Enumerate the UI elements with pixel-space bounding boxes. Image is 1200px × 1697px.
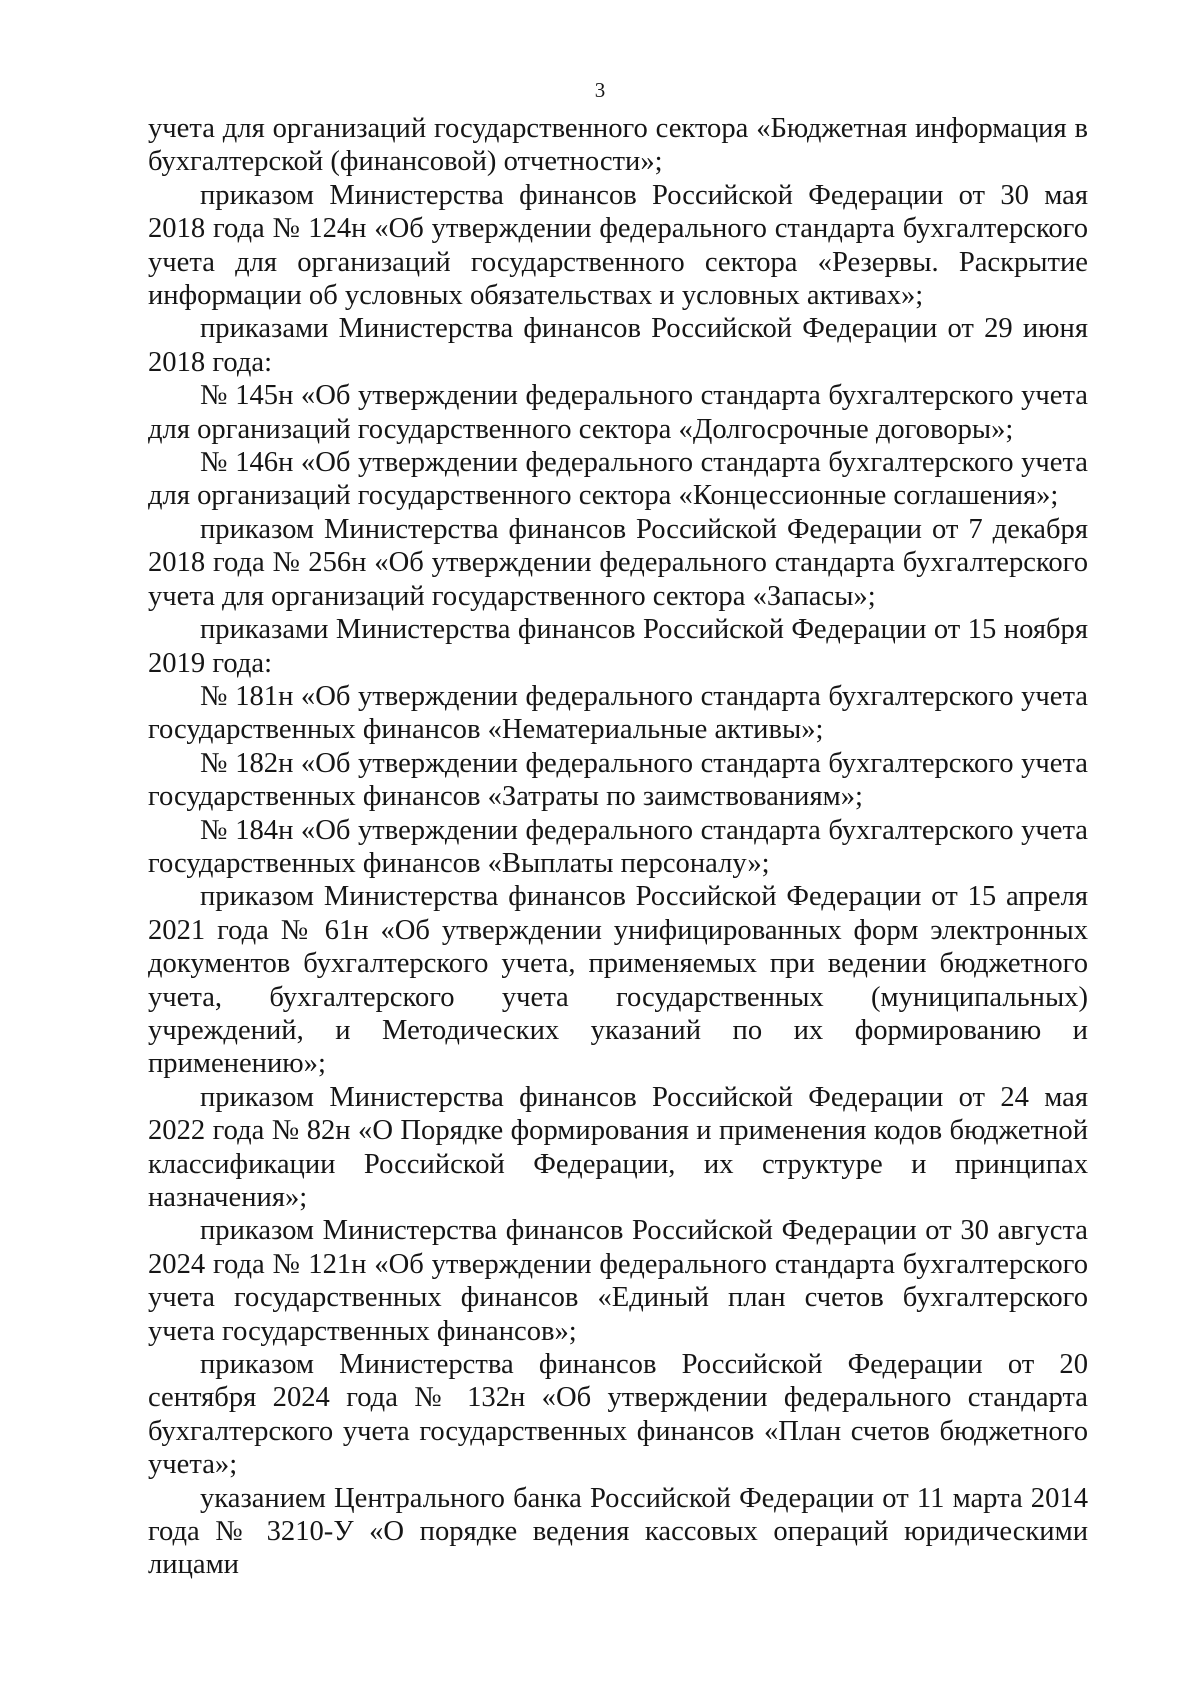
- paragraph-order-146n: № 146н «Об утверждении федерального стандарта бухгалтерского учета для организаций государственного сектора «Концессионные соглашения»;: [148, 447, 1088, 512]
- paragraph-order-182n: № 182н «Об утверждении федерального стандарта бухгалтерского учета государственных финансов «Затраты по заимствованиям»;: [148, 747, 1088, 813]
- paragraph-order-256n: приказом Министерства финансов Российской Федерации от 7 декабря 2018 года № 256н «Об утверждении федерального стандарта бухгалтерского учета для организаций государственного сектора «Запасы»;: [148, 513, 1088, 612]
- paragraph-order-181n: № 181н «Об утверждении федерального стандарта бухгалтерского учета государственных финансов «Нематериальные активы»;: [148, 680, 1088, 746]
- page-number: 3: [594, 78, 606, 102]
- paragraph-order-124n: приказом Министерства финансов Российской Федерации от 30 мая 2018 года № 124н «Об утверждении федерального стандарта бухгалтерского учета для организаций государственного сектора «Резервы. Раскрытие информации об условных обязательствах и условных активах»;: [148, 179, 1088, 312]
- paragraph-order-61n: приказом Министерства финансов Российской Федерации от 15 апреля 2021 года № 61н «Об утверждении унифицированных форм электронных документов бухгалтерского учета, применяемых при ведении бюджетного учета, бухгалтерского учета государственных (муниципальных) учреждений, и Методических указаний по их формированию и применению»;: [148, 881, 1088, 1080]
- paragraph-order-82n: приказом Министерства финансов Российской Федерации от 24 мая 2022 года № 82н «О Порядке формирования и применения кодов бюджетной классификации Российской Федерации, их структуре и принципах назначения»;: [148, 1081, 1088, 1213]
- paragraph-continuation: учета для организаций государственного сектора «Бюджетная информация в бухгалтерской (финансовой) отчетности»;: [148, 113, 1088, 178]
- paragraph-orders-15-november-2019: приказами Министерства финансов Российской Федерации от 15 ноября 2019 года:: [148, 614, 1088, 679]
- paragraph-orders-29-june-2018: приказами Министерства финансов Российской Федерации от 29 июня 2018 года:: [148, 313, 1088, 378]
- paragraph-order-145n: № 145н «Об утверждении федерального стандарта бухгалтерского учета для организаций государственного сектора «Долгосрочные договоры»;: [148, 380, 1088, 445]
- paragraph-order-184n: № 184н «Об утверждении федерального стандарта бухгалтерского учета государственных финансов «Выплаты персоналу»;: [148, 814, 1088, 879]
- document-body: [148, 112, 1088, 1582]
- paragraph-instruction-3210-u: указанием Центрального банка Российской Федерации от 11 марта 2014 года № 3210-У «О порядке ведения кассовых операций юридическими лицами: [148, 1482, 1088, 1581]
- paragraph-order-132n: приказом Министерства финансов Российской Федерации от 20 сентября 2024 года № 132н «Об утверждении федерального стандарта бухгалтерского учета государственных финансов «План счетов бюджетного учета»;: [148, 1349, 1088, 1481]
- paragraph-order-121n: приказом Министерства финансов Российской Федерации от 30 августа 2024 года № 121н «Об утверждении федерального стандарта бухгалтерского учета государственных финансов «Единый план счетов бухгалтерского учета государственных финансов»;: [148, 1215, 1088, 1347]
